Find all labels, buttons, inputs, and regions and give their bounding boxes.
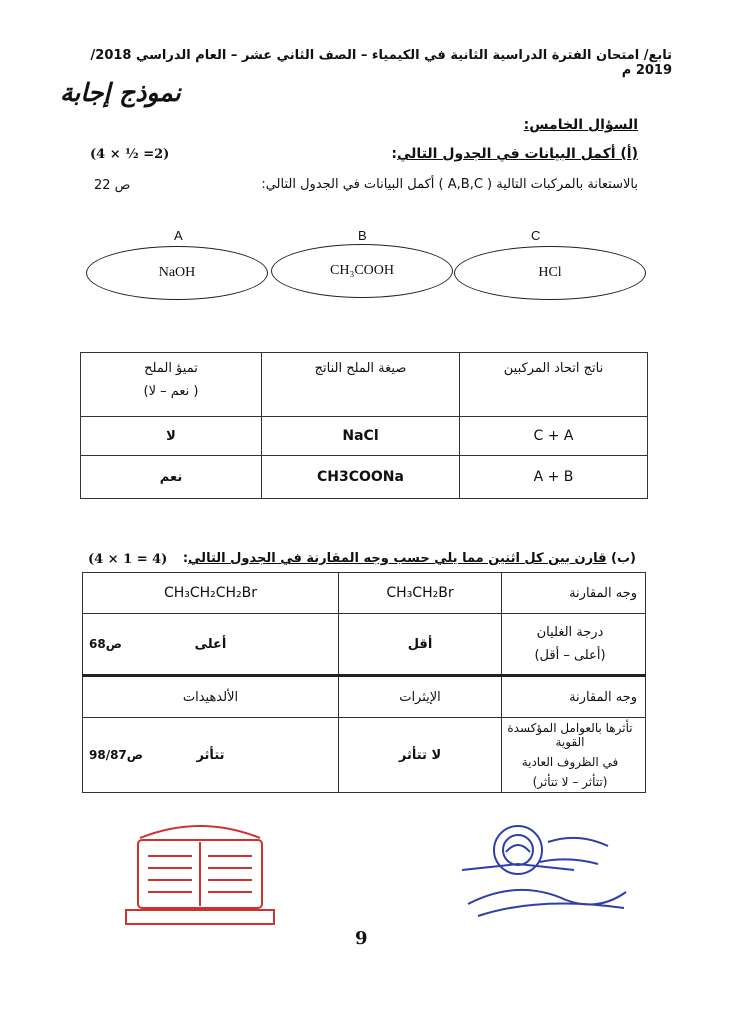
boiling-point-label	[502, 614, 646, 676]
compound-formula-b: CH₃COOH	[330, 263, 394, 278]
salt-cell: NaCl	[262, 417, 460, 456]
header-hydrolysis	[81, 353, 262, 417]
page-ref: ص98/87	[89, 748, 143, 762]
hydrolysis-cell: نعم	[81, 456, 262, 499]
boiling-point-options: (أعلى – أقل)	[534, 648, 606, 663]
exam-header: تابع/ امتحان الفترة الدراسية الثانية في الكيمياء – الصف الثاني عشر – العام الدراسي 2018/ 2019 م	[90, 48, 672, 78]
boiling-point-title: درجة الغليان	[536, 625, 604, 640]
compound-ellipse-a	[86, 246, 268, 300]
compound-letter-b: B	[358, 228, 367, 243]
page-ref: ص68	[89, 637, 122, 651]
oxidation-label	[502, 718, 646, 793]
answer-cell-text: أعلى	[194, 636, 227, 652]
header-combination: ناتج اتحاد المركبين	[460, 353, 648, 417]
compound-ellipse-b	[271, 244, 453, 298]
header-salt-formula: صيغة الملح الناتج	[262, 353, 460, 417]
salt-cell: CH3COONa	[262, 456, 460, 499]
grading-committee-stamp	[120, 818, 280, 928]
part-a-marks: (4 × ½ =2)	[90, 147, 170, 162]
answer-model-title: نموذج إجابة	[60, 78, 181, 107]
answer-cell	[83, 718, 339, 793]
compound-ellipse-c	[454, 246, 646, 300]
compound-col-1: الإيثرات	[339, 676, 502, 718]
comparison-aspect-label: وجه المقارنة	[502, 676, 646, 718]
table-row	[81, 456, 648, 499]
comparison-header-row	[83, 573, 646, 614]
hydrolysis-cell: لا	[81, 417, 262, 456]
part-b-prefix: (ب)	[606, 551, 636, 566]
part-b-label-suffix: :	[182, 551, 189, 566]
part-a-instruction: بالاستعانة بالمركبات التالية ( A,B,C ) أكمل البيانات في الجدول التالي:	[261, 177, 638, 192]
part-b-label: قارن بين كل اثنين مما يلي حسب وجه المقارنة في الجدول التالي	[188, 551, 607, 566]
oxidation-title: تأثرها بالعوامل المؤكسدة القوية	[507, 721, 633, 749]
science-supervision-stamp	[448, 812, 638, 930]
answer-cell: لا تتأثر	[339, 718, 502, 793]
combo-cell: A + B	[460, 456, 648, 499]
question-title-suffix: :	[523, 117, 530, 133]
oxidation-options: (تتأثر – لا تتأثر)	[532, 775, 608, 789]
compound-letter-a: A	[174, 228, 183, 243]
answer-cell	[83, 614, 339, 676]
answer-cell: أقل	[339, 614, 502, 676]
part-a-heading	[391, 146, 638, 162]
part-b-heading	[183, 551, 636, 566]
header-hydrolysis-label: تميؤ الملح	[144, 361, 198, 376]
compound-formula-a: NaOH	[158, 265, 196, 280]
answer-cell-text: تتأثر	[196, 747, 225, 763]
part-a-label: (أ) أكمل البيانات في الجدول التالي	[397, 146, 638, 162]
salt-table	[80, 352, 648, 499]
comparison-header-row	[83, 676, 646, 718]
grading-stamp-graphic	[120, 818, 280, 928]
compound-letter-c: C	[531, 228, 541, 243]
part-a-page-ref: ص 22	[94, 178, 131, 193]
table-row	[83, 614, 646, 676]
table-row	[83, 718, 646, 793]
question-title-text: السؤال الخامس	[529, 117, 638, 133]
compound-formula-c: HCl	[538, 265, 562, 280]
part-a-label-suffix: :	[391, 146, 398, 162]
table-row	[81, 417, 648, 456]
page-number: 9	[355, 928, 368, 949]
comparison-aspect-label: وجه المقارنة	[502, 573, 646, 614]
combo-cell: C + A	[460, 417, 648, 456]
ministry-emblem-icon	[448, 812, 638, 930]
question-title	[524, 117, 638, 133]
comparison-table	[82, 572, 646, 793]
part-b-marks: (4 × 1 = 4)	[88, 552, 168, 567]
salt-table-header	[81, 353, 648, 417]
header-hydrolysis-note: ( نعم – لا)	[143, 384, 199, 399]
oxidation-condition: في الظروف العادية	[521, 755, 619, 769]
compound-col-2: الألدهيدات	[83, 676, 339, 718]
compound-col-1: CH₃CH₂Br	[339, 573, 502, 614]
compound-col-2: CH₃CH₂CH₂Br	[83, 573, 339, 614]
